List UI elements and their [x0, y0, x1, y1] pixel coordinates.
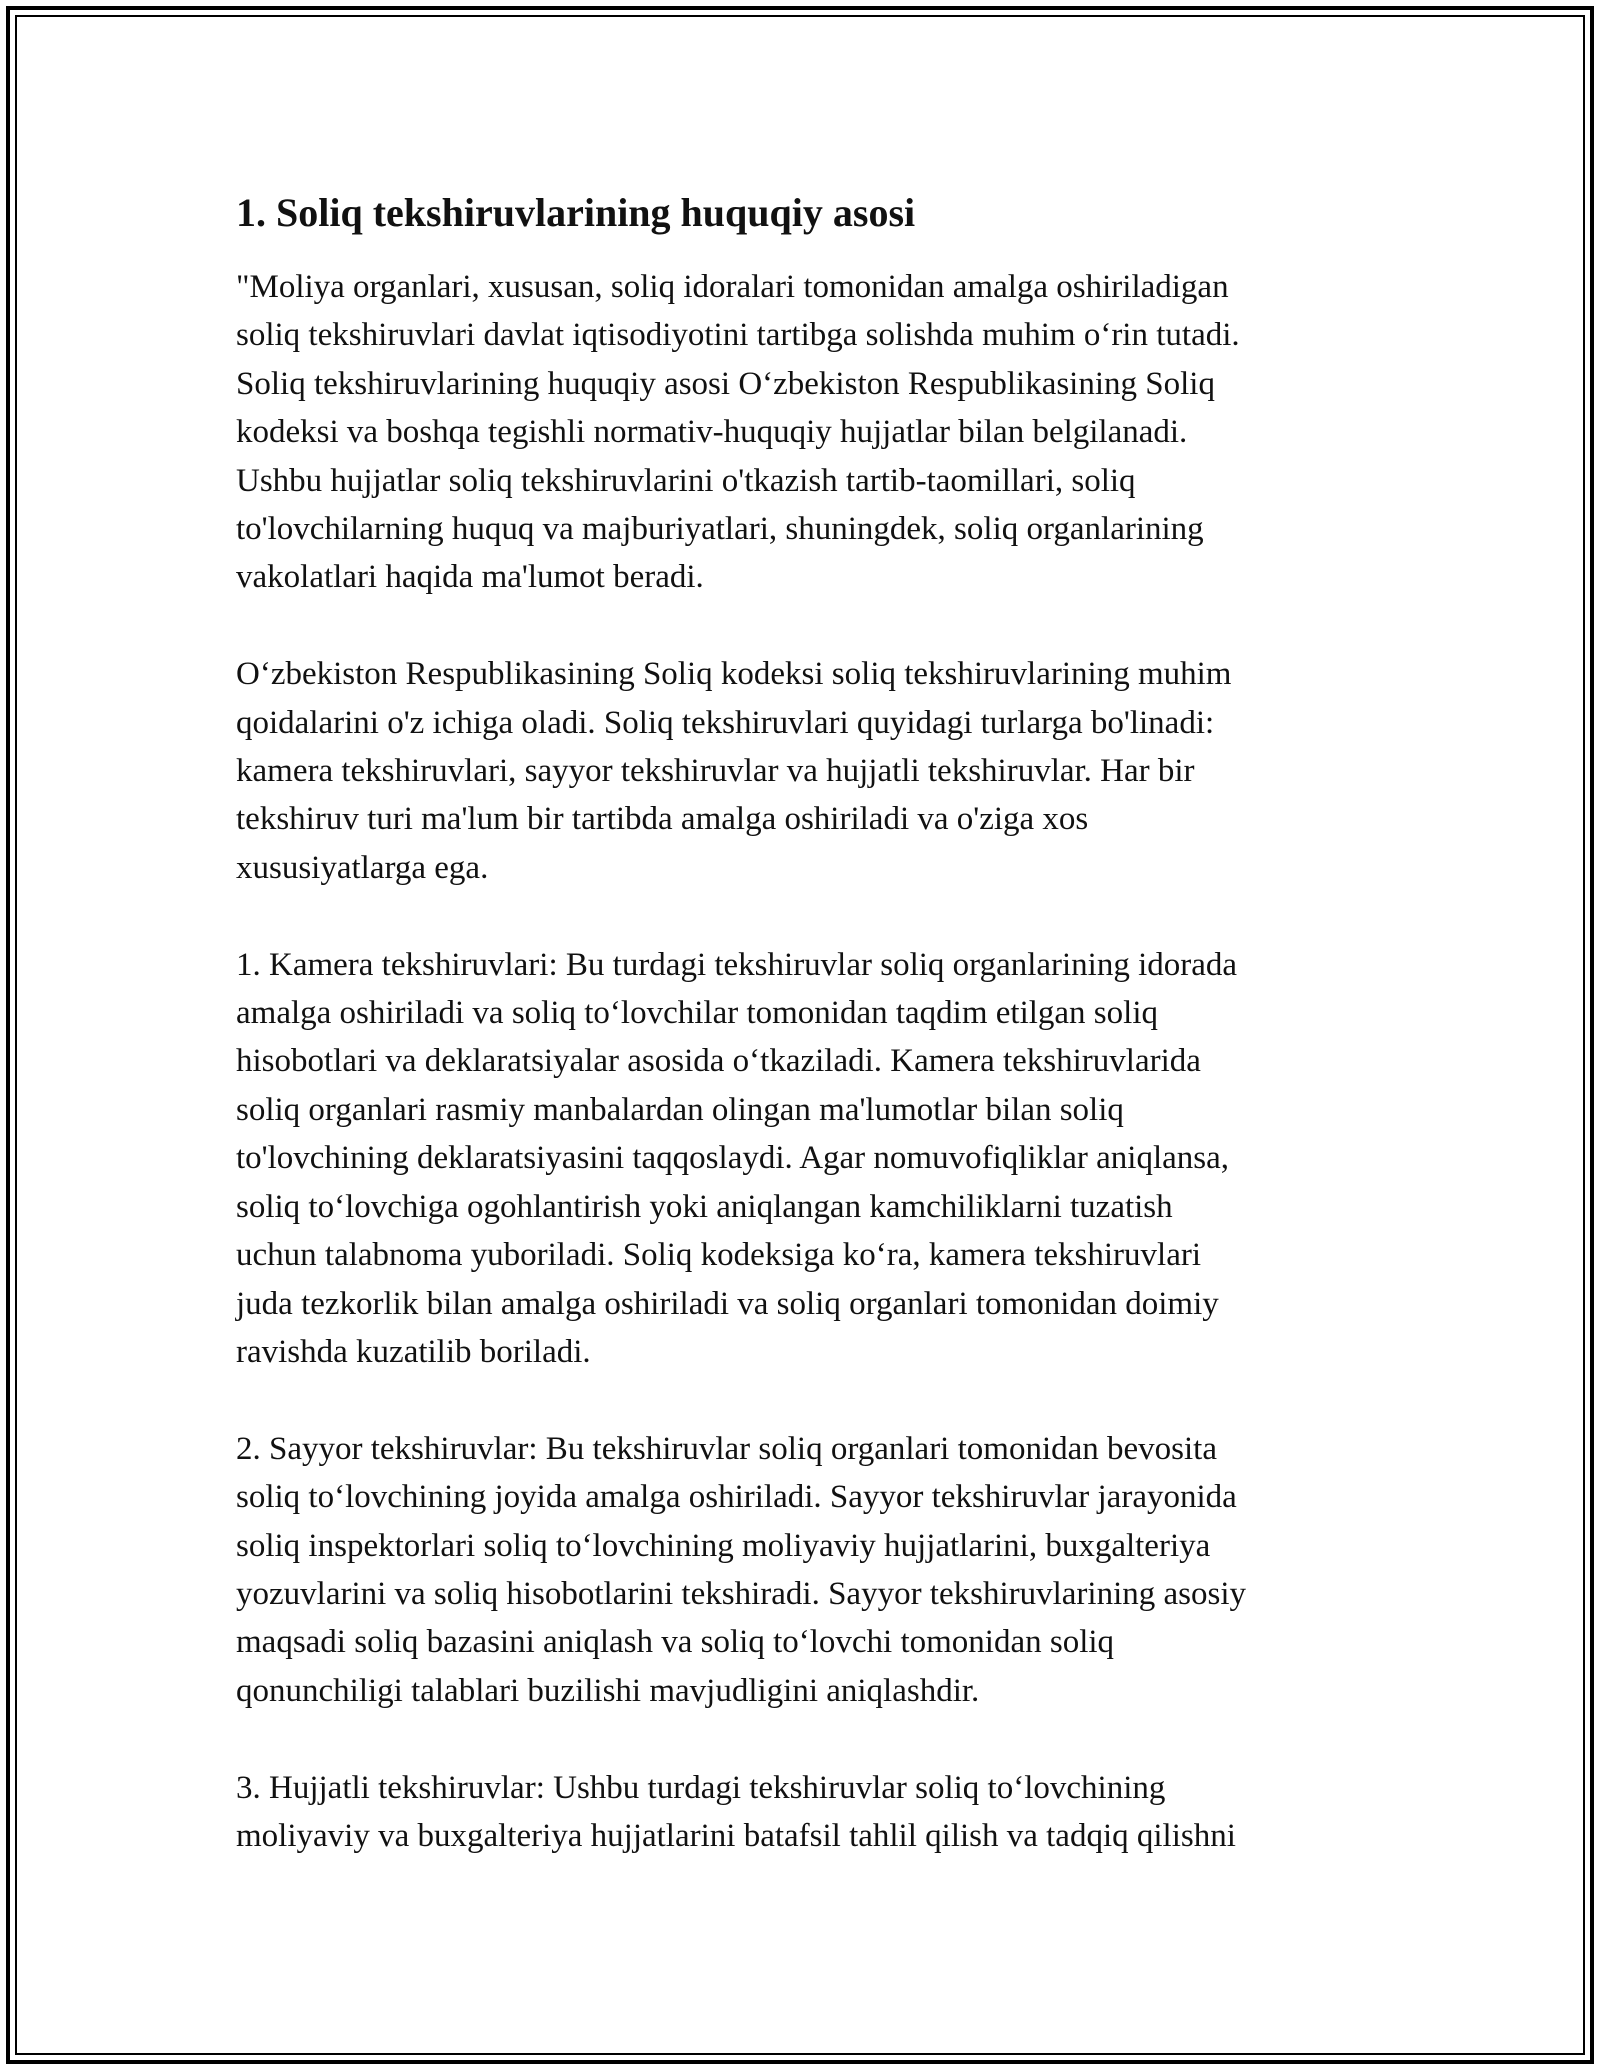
text-line: 3. Hujjatli tekshiruvlar: Ushbu turdagi tekshiruvlar soliq to‘lovchining [236, 1769, 1166, 1806]
text-line: 2. Sayyor tekshiruvlar: Bu tekshiruvlar soliq organlari tomonidan bevosita [236, 1430, 1217, 1467]
text-line: uchun talabnoma yuboriladi. Soliq kodeksiga ko‘ra, kamera tekshiruvlari [236, 1237, 1201, 1274]
text-line: yozuvlarini va soliq hisobotlarini tekshiradi. Sayyor tekshiruvlarining asosiy [236, 1575, 1247, 1612]
text-line: 1. Kamera tekshiruvlari: Bu turdagi tekshiruvlar soliq organlarining idorada [236, 946, 1238, 983]
text-line: vakolatlari haqida ma'lumot beradi. [236, 559, 704, 596]
text-line: ravishda kuzatilib boriladi. [236, 1333, 591, 1370]
text-line: Ushbu hujjatlar soliq tekshiruvlarini o'tkazish tartib-taomillari, soliq [236, 462, 1136, 499]
section-heading: 1. Soliq tekshiruvlarining huquqiy asosi [236, 190, 916, 235]
text-line: soliq organlari rasmiy manbalardan olingan ma'lumotlar bilan soliq [236, 1091, 1124, 1128]
text-line: soliq inspektorlari soliq to‘lovchining moliyaviy hujjatlarini, buxgalteriya [236, 1527, 1211, 1564]
text-line: juda tezkorlik bilan amalga oshiriladi va soliq organlari tomonidan doimiy [236, 1285, 1219, 1322]
text-line: soliq to‘lovchiga ogohlantirish yoki aniqlangan kamchiliklarni tuzatish [236, 1188, 1173, 1225]
text-line: to'lovchilarning huquq va majburiyatlari, shuningdek, soliq organlarining [236, 511, 1204, 548]
text-line: O‘zbekiston Respublikasining Soliq kodeksi soliq tekshiruvlarining muhim [236, 656, 1232, 693]
text-line: hisobotlari va deklaratsiyalar asosida o‘tkaziladi. Kamera tekshiruvlarida [236, 1043, 1201, 1080]
text-line: "Moliya organlari, xususan, soliq idoralari tomonidan amalga oshiriladigan [236, 269, 1229, 305]
text-line: qonunchiligi talablari buzilishi mavjudligini aniqlashdir. [236, 1672, 980, 1709]
paragraph-documentary-audits [236, 1764, 1376, 1861]
document-body [236, 187, 1376, 1909]
text-line: to'lovchining deklaratsiyasini taqqoslaydi. Agar nomuvofiqliklar aniqlansa, [236, 1140, 1229, 1177]
text-line: kodeksi va boshqa tegishli normativ-huquqiy hujjatlar bilan belgilanadi. [236, 414, 1188, 451]
text-line: moliyaviy va buxgalteriya hujjatlarini batafsil tahlil qilish va tadqiq qilishni [236, 1817, 1236, 1854]
paragraph-legal-basis [236, 263, 1376, 602]
text-line: tekshiruv turi ma'lum bir tartibda amalga oshiriladi va o'ziga xos [236, 801, 1089, 838]
text-line: qoidalarini o'z ichiga oladi. Soliq tekshiruvlari quyidagi turlarga bo'linadi: [236, 704, 1215, 741]
text-line: soliq to‘lovchining joyida amalga oshiriladi. Sayyor tekshiruvlar jarayonida [236, 1479, 1237, 1516]
paragraph-desk-audits [236, 941, 1376, 1377]
text-line: amalga oshiriladi va soliq to‘lovchilar tomonidan taqdim etilgan soliq [236, 995, 1158, 1032]
text-line: kamera tekshiruvlari, sayyor tekshiruvlar va hujjatli tekshiruvlar. Har bir [236, 753, 1195, 790]
text-line: maqsadi soliq bazasini aniqlash va soliq to‘lovchi tomonidan soliq [236, 1624, 1115, 1661]
paragraph-inspection-types [236, 650, 1376, 892]
text-line: xususiyatlarga ega. [236, 849, 489, 886]
text-line: Soliq tekshiruvlarining huquqiy asosi O‘zbekiston Respublikasining Soliq [236, 365, 1215, 402]
paragraph-field-audits [236, 1425, 1376, 1715]
text-line: soliq tekshiruvlari davlat iqtisodiyotini tartibga solishda muhim o‘rin tutadi. [236, 317, 1240, 354]
